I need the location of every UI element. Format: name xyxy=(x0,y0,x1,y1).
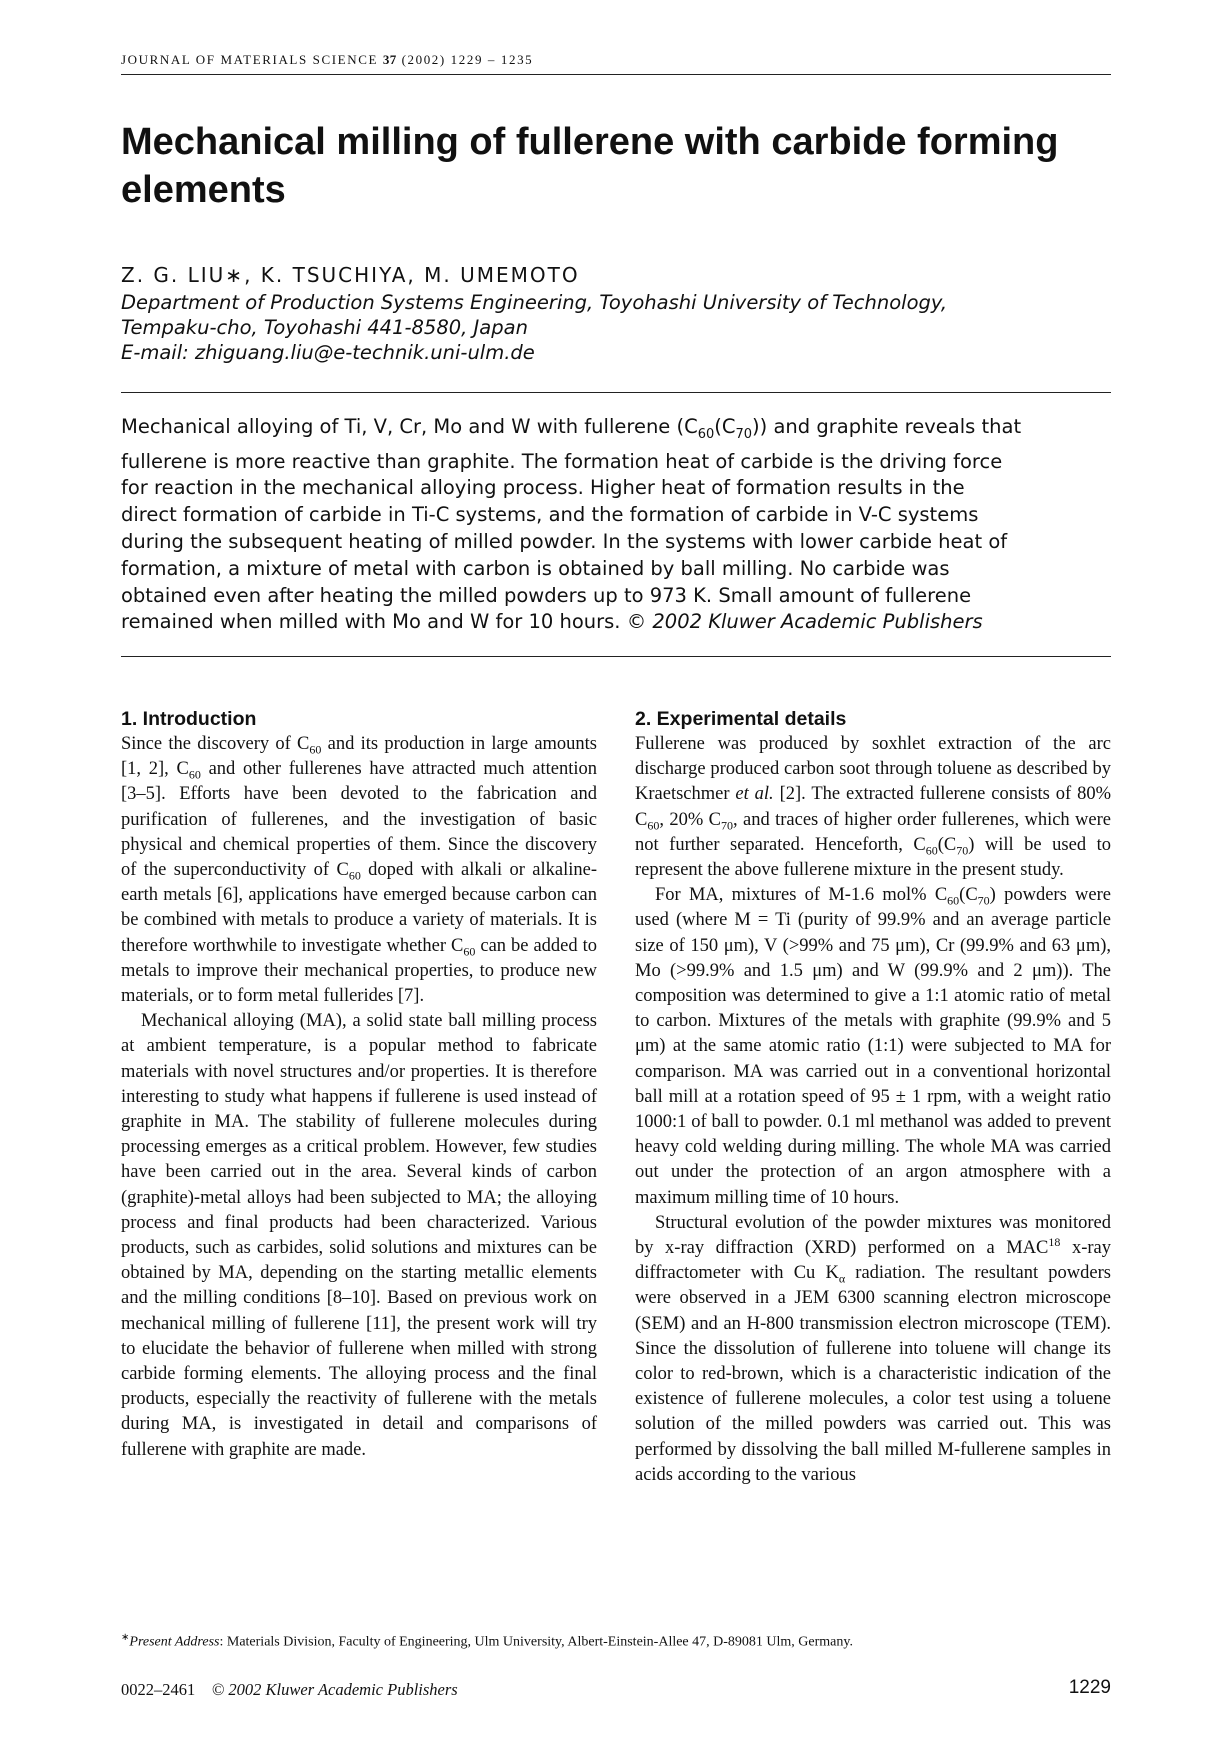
footer-left xyxy=(121,1680,458,1700)
intro-paragraph-1 xyxy=(121,732,597,1009)
paper-title: Mechanical milling of fullerene with carbide forming elements xyxy=(121,121,1059,211)
body-text: ) will be used to represent the above fullerene mixture in the present study. xyxy=(635,834,1111,881)
journal-name: JOURNAL OF MATERIALS SCIENCE xyxy=(121,52,379,67)
abstract-text: remained when milled with Mo and W for 10 hours. xyxy=(121,610,621,634)
section-heading-experimental: 2. Experimental details xyxy=(635,708,847,730)
email-label: E-mail: xyxy=(121,341,189,364)
experimental-paragraph-2 xyxy=(635,883,1111,1211)
running-head xyxy=(121,52,1111,75)
affiliation xyxy=(121,290,1111,365)
subscript: 60 xyxy=(647,818,660,833)
body-text: can be added to metals to improve their mechanical properties, to produce new materials, or to form metal fullerides [7]. xyxy=(121,935,597,1007)
page-number: 1229 xyxy=(1068,1677,1111,1698)
body-text: , 20% C xyxy=(659,809,721,830)
body-text: [2]. The extracted fullerene consists of 80% C xyxy=(635,784,1111,830)
body-text: (C xyxy=(959,885,978,906)
abstract-line-1 xyxy=(121,414,1111,449)
affiliation-line-2: Tempaku-cho, Toyohashi 441-8580, Japan xyxy=(121,316,528,339)
subscript: 60 xyxy=(188,767,201,782)
affiliation-line-1: Department of Production Systems Engineering, Toyohashi University of Technology, xyxy=(121,291,948,314)
body-text: x-ray diffractometer with Cu K xyxy=(635,1238,1111,1284)
subscript: 60 xyxy=(947,893,960,908)
subscript: 70 xyxy=(977,893,990,908)
footnote-label: Present Address xyxy=(129,1634,220,1650)
superscript: 18 xyxy=(1048,1234,1061,1249)
abstract-line-7: obtained even after heating the milled powders up to 973 K. Small amount of fullerene xyxy=(121,583,972,607)
abstract-text: (C xyxy=(714,415,736,438)
body-text: Fullerene was produced by soxhlet extraction of the arc discharge produced carbon soot through toluene as described by Kraetschmer xyxy=(635,734,1111,805)
intro-paragraph-2: Mechanical alloying (MA), a solid state ball milling process at ambient temperature, is a popular method to fabricate materials with novel structures and/or properties. It is therefore interesting to study what happens if fullerene is used instead of graphite in MA. The stability of fullerene molecules during processing emerges as a critical problem. However, few studies have been carried out in the area. Several kinds of carbon (graphite)-metal alloys had been subjected to MA; the alloying process and final products had been characterized. Various products, such as carbides, solid solutions and mixtures can be obtained by MA, depending on the starting metallic elements and the milling conditions [8–10]. Based on previous work on mechanical milling of fullerene [11], the present work will try to elucidate the behavior of fullerene when milled with strong carbide forming elements. The alloying process and the final products, especially the reactivity of fullerene with the metals during MA, is investigated in detail and comparisons of fullerene with graphite are made. xyxy=(121,1011,597,1460)
body-text: For MA, mixtures of M-1.6 mol% C xyxy=(655,885,948,906)
body-text: ) powders were used (where M = Ti (purity of 99.9% and an average particle size of 150 μm), V (>99% and 75 μm), Cr (99.9% and 63 μm), Mo (>99.9% and 1.5 μm) and W (99.9% and 2 μm)). The composition was determined to give a 1:1 atomic ratio of metal to carbon. Mixtures of the metals with graphite (99.9% and 5 μm) at the same atomic ratio (1:1) were subjected to MA for comparison. MA was carried out in a conventional horizontal ball mill at a rotation speed of 95 ± 1 rpm, with a weight ratio 1000:1 of ball to powder. 0.1 ml methanol was added to prevent heavy cold welding during milling. The whole MA was carried out under the protection of an argon atmosphere with a maximum milling time of 10 hours. xyxy=(635,885,1111,1208)
abstract-line-6: formation, a mixture of metal with carbon is obtained by ball milling. No carbide was xyxy=(121,556,950,580)
right-column xyxy=(635,706,1111,1488)
subscript: 60 xyxy=(925,843,938,858)
footnote-text: : Materials Division, Faculty of Engineering, Ulm University, Albert-Einstein-Allee 47, D-89081 Ulm, Germany. xyxy=(219,1634,853,1650)
issn: 0022–2461 xyxy=(121,1680,196,1699)
body-text: and other fullerenes have attracted much attention [3–5]. Efforts have been devoted to the fabrication and purification of fullerenes, and the investigation of basic physical and chemical properties of them. Since the discovery of the superconductivity of C xyxy=(121,759,597,881)
body-text: and its production in large amounts [1, 2], C xyxy=(121,734,598,780)
experimental-paragraph-1 xyxy=(635,732,1111,883)
experimental-paragraph-3 xyxy=(635,1211,1111,1488)
italic-text: et al. xyxy=(735,784,774,805)
journal-volume: 37 xyxy=(382,52,397,67)
email-address[interactable]: zhiguang.liu@e-technik.uni-ulm.de xyxy=(194,341,535,364)
abstract-text: Mechanical alloying of Ti, V, Cr, Mo and W with fullerene (C xyxy=(121,415,698,438)
footer-copyright: © 2002 Kluwer Academic Publishers xyxy=(211,1680,458,1699)
left-column xyxy=(121,706,597,1463)
abstract-text: )) and graphite reveals that xyxy=(752,415,1022,438)
subscript: 70 xyxy=(735,426,753,442)
abstract xyxy=(121,414,1111,636)
abstract-bottom-rule xyxy=(121,656,1111,657)
author-list: Z. G. LIU∗, K. TSUCHIYA, M. UMEMOTO xyxy=(121,263,580,287)
footnote-marker: ∗ xyxy=(121,1632,130,1643)
body-text: Structural evolution of the powder mixtures was monitored by x-ray diffraction (XRD) performed on a MAC xyxy=(635,1212,1111,1259)
abstract-top-rule xyxy=(121,392,1111,393)
body-text: , and traces of higher order fullerenes, which were not further separated. Henceforth, C xyxy=(635,809,1112,855)
footnote xyxy=(121,1632,1111,1651)
abstract-line-3: for reaction in the mechanical alloying process. Higher heat of formation results in the xyxy=(121,476,965,500)
abstract-line-8 xyxy=(121,609,1111,636)
body-text: doped with alkali or alkaline-earth metals [6], applications have emerged because carbon can be combined with metals to produce a variety of materials. It is therefore worthwhile to investigate whether C xyxy=(121,860,597,956)
body-text: (C xyxy=(937,834,957,855)
body-text: radiation. The resultant powders were observed in a JEM 6300 scanning electron microscope (SEM) and an H-800 transmission electron microscope (TEM). Since the dissolution of fullerene into toluene will change its color to red-brown, which is a characteristic indication of the existence of fullerene molecules, a color test using a toluene solution of the milled powders was carried out. This was performed by dissolving the ball milled M-fullerene samples in acids according to the various xyxy=(635,1263,1111,1485)
abstract-copyright: © 2002 Kluwer Academic Publishers xyxy=(626,610,983,634)
subscript: 60 xyxy=(697,426,715,442)
section-heading-introduction: 1. Introduction xyxy=(121,708,257,730)
body-text: Since the discovery of C xyxy=(121,734,310,754)
abstract-line-4: direct formation of carbide in Ti-C systems, and the formation of carbide in V-C systems xyxy=(121,503,979,527)
subscript: 60 xyxy=(309,742,322,757)
journal-year-pages: (2002) 1229 – 1235 xyxy=(401,52,534,67)
subscript: α xyxy=(838,1271,846,1286)
affiliation-email-line xyxy=(121,340,1111,365)
subscript: 70 xyxy=(956,843,969,858)
abstract-line-5: during the subsequent heating of milled powder. In the systems with lower carbide heat of xyxy=(121,530,1008,554)
subscript: 60 xyxy=(348,868,361,883)
subscript: 70 xyxy=(721,818,733,833)
subscript: 60 xyxy=(463,944,476,959)
abstract-line-2: fullerene is more reactive than graphite. The formation heat of carbide is the driving force xyxy=(121,449,1003,473)
